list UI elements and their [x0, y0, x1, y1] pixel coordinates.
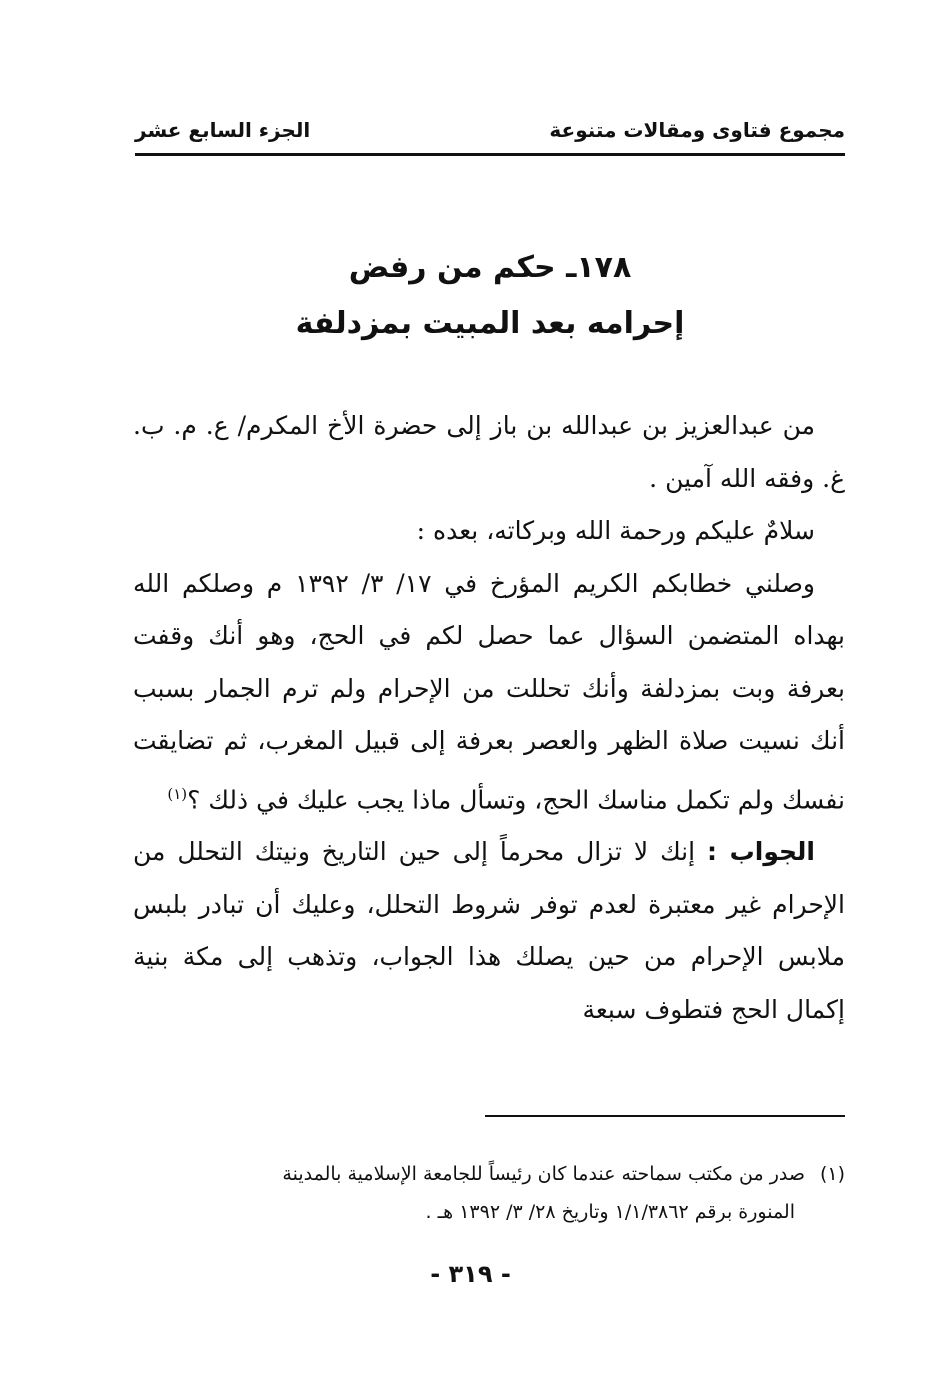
title-line-1: ١٧٨ـ حكم من رفض: [348, 250, 632, 285]
footnote-reference: (١): [167, 784, 188, 803]
header-divider: [135, 153, 845, 156]
fatwa-title: [135, 240, 845, 352]
answer-label: الجواب :: [706, 837, 815, 867]
volume-label: الجزء السابع عشر: [135, 118, 311, 142]
book-title: مجموع فتاوى ومقالات متنوعة: [549, 118, 845, 142]
greeting-paragraph: سلامٌ عليكم ورحمة الله وبركاته، بعده :: [416, 516, 815, 545]
footnote-divider: [485, 1115, 845, 1117]
question-paragraph: [133, 558, 845, 827]
footnote-line-1: [135, 1155, 845, 1193]
fatwa-body: [133, 400, 845, 1036]
footnote-mark: (١): [819, 1163, 845, 1185]
answer-text: إنك لا تزال محرماً إلى حين التاريخ ونيتك التحلل من الإحرام غير معتبرة لعدم توفر شروط التحلل، وعليك أن تبادر بلبس ملابس الإحرام من حين يصلك هذا الجواب، وتذهب إلى مكة بنية إكمال الحج فتطوف سبعة: [133, 837, 845, 1024]
footnote-line-2: المنورة برقم ١/١/٣٨٦٢ وتاريخ ٢٨/ ٣/ ١٣٩٢ هـ .: [425, 1201, 795, 1223]
question-text: وصلني خطابكم الكريم المؤرخ في ١٧/ ٣/ ١٣٩٢ م وصلكم الله بهداه المتضمن السؤال عما حصل لكم في الحج، وهو أنك وقفت بعرفة وبت بمزدلفة وأنك تحللت من الإحرام ولم ترم الجمار بسبب أنك نسيت صلاة الظهر والعصر بعرفة إلى قبيل المغرب، ثم تضايقت نفسك ولم تكمل مناسك الحج، وتسأل ماذا يجب عليك في ذلك ؟: [133, 568, 845, 814]
title-line-2: إحرامه بعد المبيت بمزدلفة: [295, 306, 685, 341]
running-header: [135, 118, 845, 158]
salutation-paragraph: من عبدالعزيز بن عبدالله بن باز إلى حضرة الأخ المكرم/ ع. م. ب. غ. وفقه الله آمين .: [133, 411, 845, 493]
answer-paragraph: [133, 826, 845, 1036]
footnote: [135, 1155, 845, 1231]
footnote-text-1: صدر من مكتب سماحته عندما كان رئيساً للجامعة الإسلامية بالمدينة: [282, 1163, 805, 1185]
page-number: - ٣١٩ -: [430, 1260, 511, 1288]
